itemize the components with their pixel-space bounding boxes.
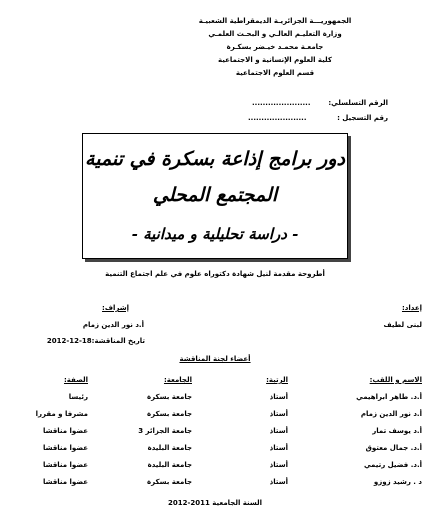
academic-year: السنة الجامعية 2011-2012 <box>167 499 263 507</box>
member-name: أ.د. جمال معتوق <box>365 444 422 452</box>
header-university-col: الجامعة: <box>163 376 192 384</box>
header-name: الاسم و اللقب: <box>369 376 422 384</box>
supervision-name: أ.د نور الدين زمام <box>82 321 144 329</box>
registration-dots: ...................... <box>248 114 307 122</box>
member-name: أ.د. طاهر ابراهيمي <box>356 393 422 401</box>
title-line-1: دور برامج إذاعة بسكرة في تنمية <box>85 148 345 170</box>
committee-header-row <box>0 377 430 387</box>
committee-title: أعضاء لجنة المناقشة <box>179 355 251 363</box>
member-role: رئيسا <box>68 393 88 401</box>
thesis-note: أطروحة مقدمة لنيل شهادة دكتوراه علوم في علم اجتماع التنمية <box>105 270 325 278</box>
header-role: الصفة: <box>63 376 88 384</box>
table-row <box>0 394 430 404</box>
member-role: عضوا مناقشا <box>42 478 88 486</box>
member-university: جامعة الجزائر 3 <box>138 427 192 435</box>
registration-label: رقم التسجيل : <box>337 114 388 122</box>
member-role: عضوا مناقشا <box>42 461 88 469</box>
member-university: جامعة البليدة <box>147 444 192 452</box>
prepared-label: إعداد: <box>401 304 422 312</box>
serial-dots: ...................... <box>252 99 311 107</box>
member-university: جامعة بسكرة <box>147 393 192 401</box>
member-role: مشرفا و مقررا <box>35 410 88 418</box>
prepared-name: لبنى لطيف <box>383 321 422 329</box>
member-rank: أستاذ <box>269 427 288 435</box>
member-university: جامعة البليدة <box>147 461 192 469</box>
table-row <box>0 462 430 472</box>
table-row <box>0 479 430 489</box>
title-subtitle: - دراسة تحليلية و ميدانية - <box>131 225 299 243</box>
supervision-label: إشراف: <box>102 304 129 312</box>
member-name: أ.د. فضيل رتيمي <box>363 461 422 469</box>
member-name: أ.د يوسف تمار <box>372 427 422 435</box>
header-department: قسم العلوم الاجتماعية <box>235 69 315 77</box>
member-name: أ.د نور الدين زمام <box>360 410 422 418</box>
table-row <box>0 428 430 438</box>
member-university: جامعة بسكرة <box>147 410 192 418</box>
member-rank: أستاذ <box>269 478 288 486</box>
member-role: عضوا مناقشا <box>42 444 88 452</box>
title-box <box>82 133 348 259</box>
header-rank: الرتبة: <box>266 376 288 384</box>
header-ministry: وزارة التعليـم العالـي و البحـث العلمـي <box>208 30 342 38</box>
member-rank: أستاذ <box>269 444 288 452</box>
member-role: عضوا مناقشا <box>42 427 88 435</box>
member-rank: أستاذ <box>269 461 288 469</box>
member-name: د . رشيد زوزو <box>373 478 422 486</box>
defense-date: تاريخ المناقشة:18-12-2012 <box>46 337 145 345</box>
header-republic: الجمهوريـــة الجزائريـة الديمقراطية الشعبيـة <box>198 17 352 25</box>
header-university: جامعـة محمـد خيـضر بسكـرة <box>226 43 324 51</box>
table-row <box>0 411 430 421</box>
serial-label: الرقم التسلسلي: <box>328 99 388 107</box>
member-university: جامعة بسكرة <box>147 478 192 486</box>
member-rank: أستاذ <box>269 410 288 418</box>
table-row <box>0 445 430 455</box>
member-rank: أستاذ <box>269 393 288 401</box>
header-faculty: كلية العلوم الإنسانية و الاجتماعية <box>218 56 332 64</box>
title-line-2: المجتمع المحلي <box>152 184 278 206</box>
